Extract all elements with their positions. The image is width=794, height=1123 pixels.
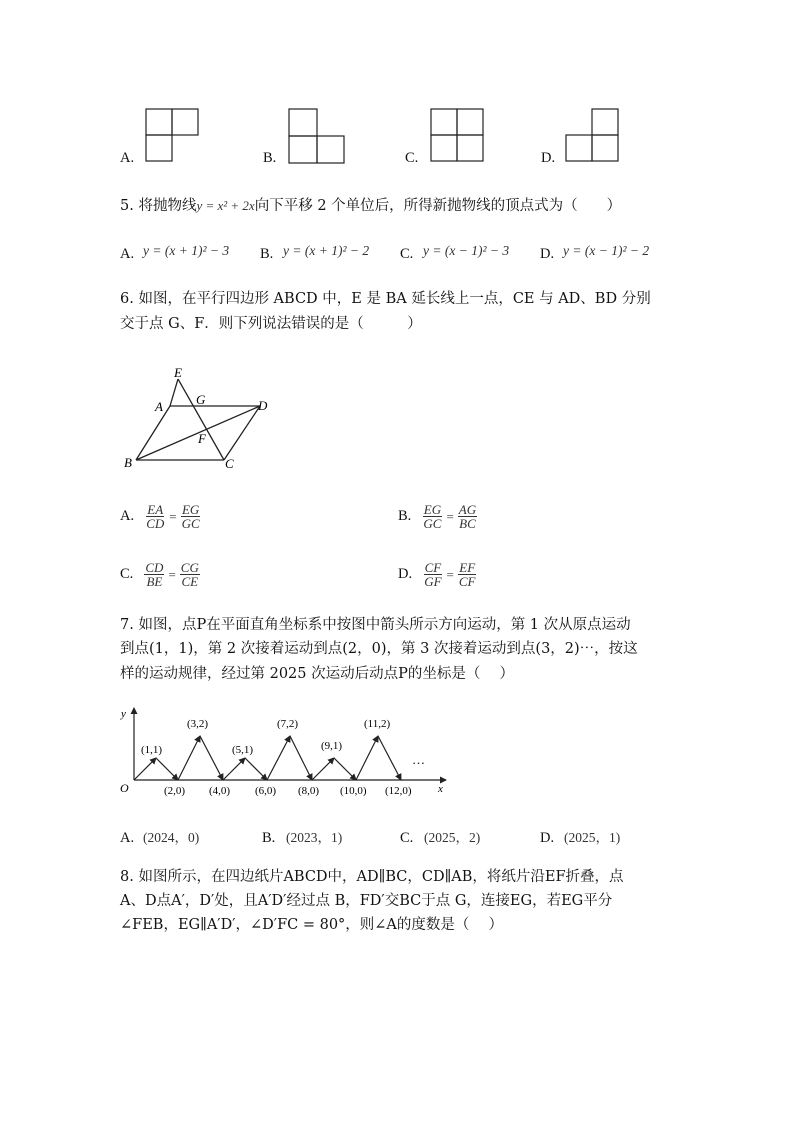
q5-expression: y = x² + 2x bbox=[196, 198, 255, 213]
q6-c-num2: CG bbox=[180, 560, 199, 575]
q7-x-axis-label: x bbox=[438, 783, 443, 795]
q6-d-equals: = bbox=[446, 566, 454, 582]
q7-point-4-0: (4,0) bbox=[209, 785, 231, 797]
q7-option-c-expr: (2025，2) bbox=[424, 830, 481, 845]
q6-label-d: D bbox=[258, 398, 268, 413]
q5-option-d-label: D. bbox=[540, 246, 555, 262]
q7-ellipsis: … bbox=[412, 752, 425, 767]
q7-point-5-1: (5,1) bbox=[232, 744, 254, 756]
q7-line2: 到点(1，1)，第 2 次接着运动到点(2，0)，第 3 次接着运动到点(3，2)⋯，按这 bbox=[120, 641, 638, 657]
q6-label-c: C bbox=[225, 456, 234, 471]
q7-option-b-label: B. bbox=[262, 830, 276, 846]
q7-point-3-2: (3,2) bbox=[187, 718, 209, 730]
q6-option-d bbox=[398, 561, 477, 588]
q7-point-1-1: (1,1) bbox=[141, 744, 163, 756]
q6-label-e: E bbox=[174, 365, 182, 380]
q6-a-num2: EG bbox=[181, 502, 200, 517]
q7-point-8-0: (8,0) bbox=[298, 785, 320, 797]
q6-b-den2: BC bbox=[459, 516, 476, 531]
q7-y-axis-label: y bbox=[121, 708, 126, 720]
q5-stem bbox=[120, 195, 621, 217]
q5-option-b-expr: y = (x + 1)² − 2 bbox=[283, 243, 370, 258]
q6-b-num2: AG bbox=[458, 502, 477, 517]
q6-option-a-label: A. bbox=[120, 508, 135, 524]
q6-parallelogram-figure bbox=[120, 362, 280, 474]
q7-point-9-1: (9,1) bbox=[321, 740, 343, 752]
q7-option-c-label: C. bbox=[400, 830, 414, 846]
q7-origin-label: O bbox=[120, 781, 129, 795]
q7-point-10-0: (10,0) bbox=[340, 785, 367, 797]
q6-b-den1: GC bbox=[423, 516, 442, 531]
q6-d-den1: GF bbox=[424, 574, 442, 589]
q6-line1: 6. 如图，在平行四边形 ABCD 中，E 是 BA 延长线上一点，CE 与 AD、BD 分别 bbox=[120, 291, 651, 307]
q5-text-after: 向下平移 2 个单位后，所得新抛物线的顶点式为（ ） bbox=[254, 198, 622, 214]
q7-line3: 样的运动规律，经过第 2025 次运动后动点P的坐标是（ ） bbox=[120, 666, 514, 682]
q6-d-num1: CF bbox=[424, 560, 442, 575]
q6-c-equals: = bbox=[168, 566, 176, 582]
q7-option-d-label: D. bbox=[540, 830, 555, 846]
q6-a-num1: EA bbox=[147, 502, 164, 517]
q8-line3: ∠FEB，EG∥A′D′，∠D′FC = 80°，则∠A的度数是（ ） bbox=[120, 917, 504, 933]
q6-b-num1: EG bbox=[423, 502, 442, 517]
q5-option-d-expr: y = (x − 1)² − 2 bbox=[563, 243, 650, 258]
q5-option-c-expr: y = (x − 1)² − 3 bbox=[423, 243, 510, 258]
q6-d-den2: CF bbox=[458, 574, 476, 589]
q6-option-d-label: D. bbox=[398, 566, 413, 582]
q4-option-c-label: C. bbox=[405, 150, 419, 166]
q4-option-c-figure bbox=[430, 108, 486, 164]
q6-c-num1: CD bbox=[145, 560, 164, 575]
q6-a-equals: = bbox=[169, 508, 177, 524]
q6-d-num2: EF bbox=[459, 560, 476, 575]
q5-number: 5. bbox=[120, 198, 134, 214]
q6-option-c-label: C. bbox=[120, 566, 134, 582]
q5-text-before: 将抛物线 bbox=[138, 198, 197, 214]
q4-option-d-label: D. bbox=[541, 150, 556, 166]
q8-line1: 8. 如图所示，在四边纸片ABCD中，AD∥BC，CD∥AB，将纸片沿EF折叠，点 bbox=[120, 869, 624, 885]
q6-label-a: A bbox=[155, 399, 163, 414]
q6-option-a bbox=[120, 503, 201, 530]
q8-line2: A、D点A′，D′处，且A′D′经过点 B，FD′交BC于点 G，连接EG，若EG平分 bbox=[120, 893, 613, 909]
q4-option-b-figure bbox=[288, 108, 346, 166]
q5-option-b-label: B. bbox=[260, 246, 274, 262]
q7-point-6-0: (6,0) bbox=[255, 785, 277, 797]
q6-option-c bbox=[120, 561, 200, 588]
q7-point-7-2: (7,2) bbox=[277, 718, 299, 730]
q7-zigzag-figure bbox=[116, 700, 456, 804]
q4-option-a-label: A. bbox=[120, 150, 135, 166]
q6-line2: 交于点 G、F．则下列说法错误的是（ ） bbox=[120, 316, 422, 332]
q7-point-12-0: (12,0) bbox=[385, 785, 412, 797]
q6-a-den2: GC bbox=[181, 516, 200, 531]
q6-c-den2: CE bbox=[181, 574, 199, 589]
q6-a-den1: CD bbox=[146, 516, 165, 531]
q4-option-a-figure bbox=[145, 108, 201, 164]
q6-label-b: B bbox=[124, 455, 132, 470]
q4-option-d-figure bbox=[565, 108, 621, 164]
q6-option-b bbox=[398, 503, 477, 530]
q7-option-d-expr: (2025，1) bbox=[564, 830, 621, 845]
q7-point-2-0: (2,0) bbox=[164, 785, 186, 797]
q7-point-11-2: (11,2) bbox=[364, 718, 391, 730]
q6-option-b-label: B. bbox=[398, 508, 412, 524]
q6-label-g: G bbox=[196, 392, 206, 407]
q7-line1: 7. 如图，点P在平面直角坐标系中按图中箭头所示方向运动，第 1 次从原点运动 bbox=[120, 617, 631, 633]
q5-option-a-expr: y = (x + 1)² − 3 bbox=[143, 243, 230, 258]
q4-option-b-label: B. bbox=[263, 150, 277, 166]
q7-option-b-expr: (2023，1) bbox=[286, 830, 343, 845]
q5-option-c-label: C. bbox=[400, 246, 414, 262]
q6-label-f: F bbox=[198, 431, 206, 446]
q6-b-equals: = bbox=[446, 508, 454, 524]
q6-c-den1: BE bbox=[146, 574, 163, 589]
q7-option-a-expr: (2024，0) bbox=[143, 830, 200, 845]
q7-path-arrows bbox=[134, 736, 401, 780]
q7-option-a-label: A. bbox=[120, 830, 135, 846]
q5-option-a-label: A. bbox=[120, 246, 135, 262]
